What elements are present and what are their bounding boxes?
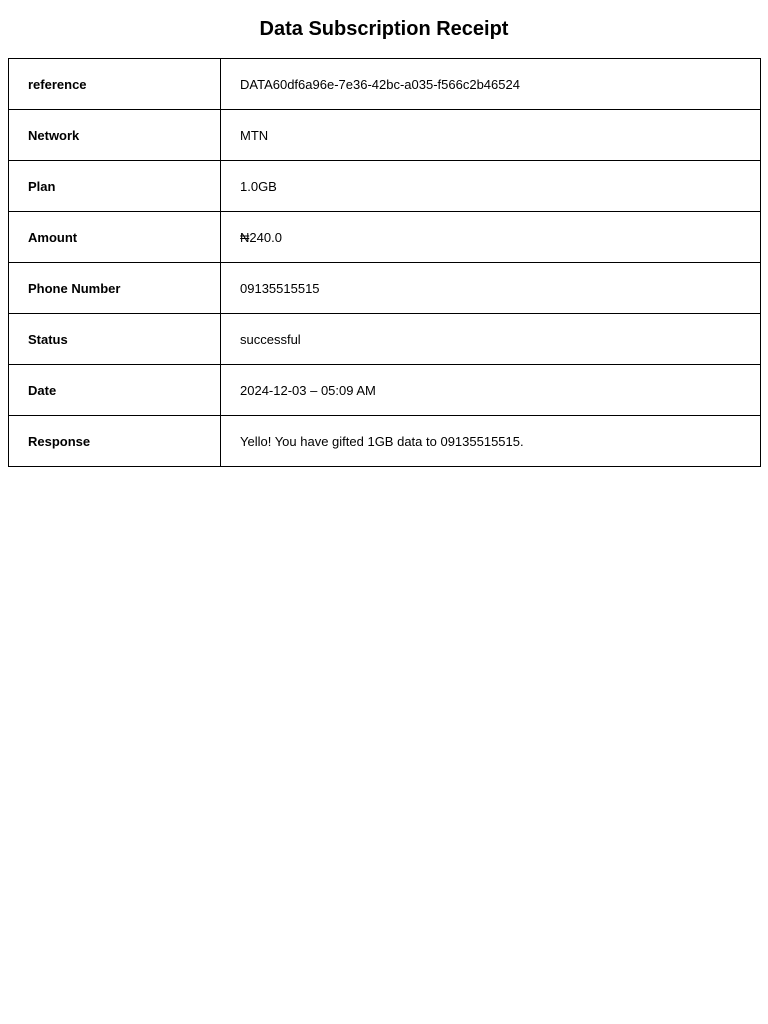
table-row-status [9,314,761,365]
row-label: reference [9,59,221,110]
row-label: Status [9,314,221,365]
page-title: Data Subscription Receipt [259,18,509,40]
row-value: MTN [221,110,761,161]
table-row-reference [9,59,761,110]
table-row-plan [9,161,761,212]
receipt-table [8,58,761,467]
table-row-response [9,416,761,467]
row-value: ₦240.0 [221,212,761,263]
row-label: Response [9,416,221,467]
table-row-amount [9,212,761,263]
row-label: Amount [9,212,221,263]
row-label: Plan [9,161,221,212]
table-row-date [9,365,761,416]
row-label: Network [9,110,221,161]
row-label: Date [9,365,221,416]
table-row-phone-number [9,263,761,314]
table-row-network [9,110,761,161]
row-value: Yello! You have gifted 1GB data to 09135515515. [221,416,761,467]
row-value: successful [221,314,761,365]
row-value: 09135515515 [221,263,761,314]
row-value: DATA60df6a96e-7e36-42bc-a035-f566c2b46524 [221,59,761,110]
row-label: Phone Number [9,263,221,314]
row-value: 1.0GB [221,161,761,212]
row-value: 2024-12-03 – 05:09 AM [221,365,761,416]
